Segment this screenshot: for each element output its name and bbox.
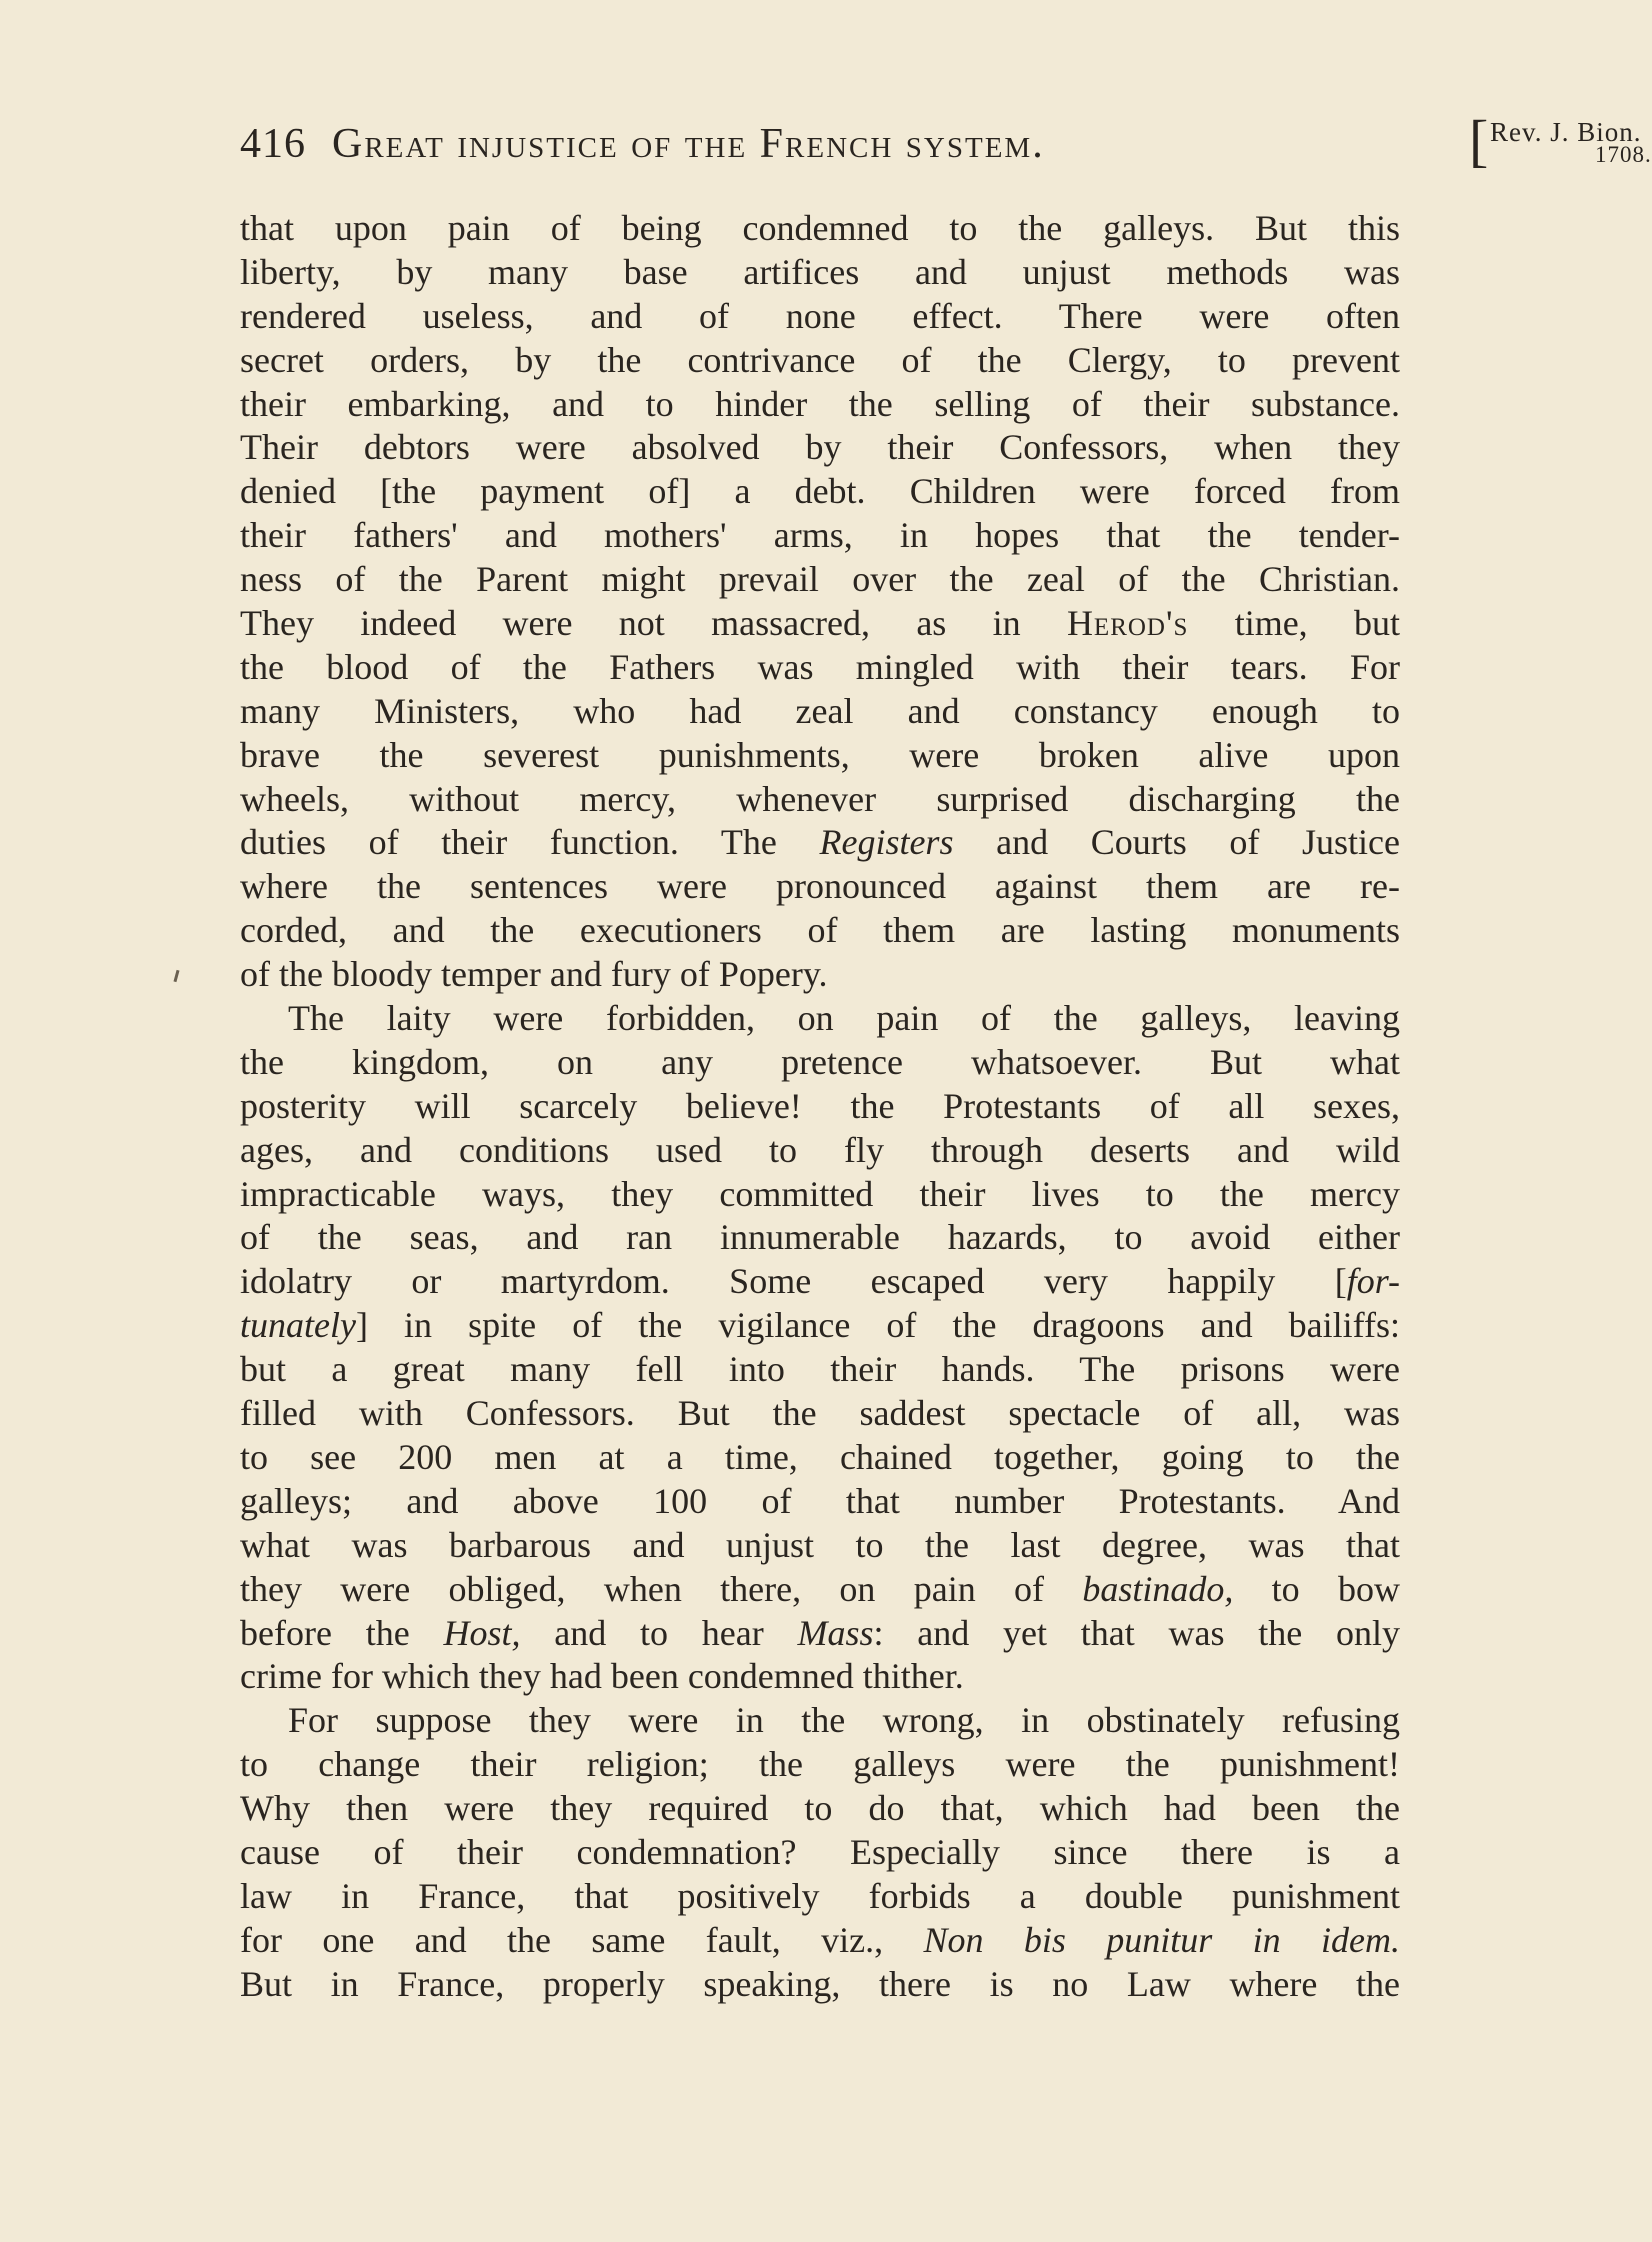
text-segment: to bow [1233,1568,1400,1609]
text-line: the kingdom, on any pretence whatsoever. But what [240,1041,1400,1082]
text-segment: duties of their function. The [240,822,820,863]
body-text [240,207,1400,2007]
header-year: 1708. [1595,142,1652,167]
page-number: 416 [240,121,306,167]
text-line: liberty, by many base artifices and unjust methods was [240,251,1400,292]
text-line: wheels, without mercy, whenever surprised discharging the [240,778,1400,819]
text-line [240,821,1400,865]
text-line [240,1568,1400,1612]
text-line: cause of their condemnation? Especially since there is a [240,1831,1400,1872]
text-line: many Ministers, who had zeal and constancy enough to [240,690,1400,731]
text-line: rendered useless, and of none effect. There were often [240,295,1400,336]
text-line: what was barbarous and unjust to the last degree, was that [240,1524,1400,1565]
text-line: For suppose they were in the wrong, in obstinately refusing [288,1700,1400,1741]
text-line [240,1304,1400,1348]
text-line: Why then were they required to do that, which had been the [240,1788,1400,1829]
text-line: where the sentences were pronounced against them are re- [240,866,1400,907]
text-line: filled with Confessors. But the saddest spectacle of all, was [240,1393,1400,1434]
fortunately-italic: for- [1346,1261,1400,1302]
text-segment: and Courts of Justice [953,822,1400,863]
text-line: impracticable ways, they committed their lives to the mercy [240,1173,1400,1214]
text-line: crime for which they had been condemned thither. [240,1656,964,1697]
fortunately-italic: tunately [240,1305,356,1346]
text-segment: before the [240,1612,444,1653]
text-segment: time, but [1188,603,1400,644]
text-line: the blood of the Fathers was mingled with their tears. For [240,646,1400,687]
header-bracket: [ [1469,108,1490,173]
margin-mark [173,970,179,982]
text-line: brave the severest punishments, were broken alive upon [240,734,1400,775]
running-title: Great injustice of the French system. [332,121,1045,167]
text-line: of the bloody temper and fury of Popery. [240,954,828,995]
text-line: secret orders, by the contrivance of the Clergy, to prevent [240,339,1400,380]
text-line: but a great many fell into their hands. The prisons were [240,1349,1400,1390]
mass-italic: Mass [797,1612,874,1653]
text-segment: they were obliged, when there, on pain of [240,1568,1083,1609]
latin-maxim-italic: Non bis punitur in idem. [923,1919,1400,1960]
author-reference: Rev. J. Bion. [1490,117,1642,147]
running-header [240,108,1652,173]
text-line [240,602,1400,646]
text-line: to change their religion; the galleys were the punishment! [240,1744,1400,1785]
text-segment: : and yet that was the only [873,1612,1400,1653]
text-line: to see 200 men at a time, chained together, going to the [240,1436,1400,1477]
text-line: law in France, that positively forbids a double punishment [240,1875,1400,1916]
text-line: posterity will scarcely believe! the Protestants of all sexes, [240,1085,1400,1126]
text-line: corded, and the executioners of them are lasting monuments [240,910,1400,951]
text-segment: idolatry or martyrdom. Some escaped very happily [ [240,1261,1347,1302]
text-line: denied [the payment of] a debt. Children were forced from [240,471,1400,512]
text-segment: in spite of the vigilance of the dragoons and bailiffs: [404,1305,1400,1346]
text-line: The laity were forbidden, on pain of the galleys, leaving [288,998,1400,1039]
text-segment: They indeed were not massacred, as in [240,603,1067,644]
text-line: ness of the Parent might prevail over the zeal of the Christian. [240,559,1400,600]
text-line: But in France, properly speaking, there is no Law where the [240,1963,1400,2004]
text-line: of the seas, and ran innumerable hazards, to avoid either [240,1217,1400,1258]
bracket-close: ] [355,1305,405,1346]
text-line [240,1260,1400,1304]
text-line: that upon pain of being condemned to the galleys. But this [240,208,1400,248]
bastinado-italic: bastinado, [1082,1568,1234,1609]
text-line: galleys; and above 100 of that number Protestants. And [240,1480,1400,1521]
text-segment: and to hear [520,1612,798,1653]
registers-italic: Registers [819,822,954,863]
text-line [240,1612,1400,1656]
herod-name: Herod's [1066,603,1189,644]
text-line [240,1919,1400,1963]
text-line: ages, and conditions used to fly through deserts and wild [240,1129,1400,1170]
host-italic: Host, [443,1612,521,1653]
text-segment: for one and the same fault, viz., [240,1919,924,1960]
text-line: Their debtors were absolved by their Confessors, when they [240,427,1400,468]
text-line: their embarking, and to hinder the selling of their substance. [240,383,1400,424]
text-line: their fathers' and mothers' arms, in hopes that the tender- [240,515,1400,556]
